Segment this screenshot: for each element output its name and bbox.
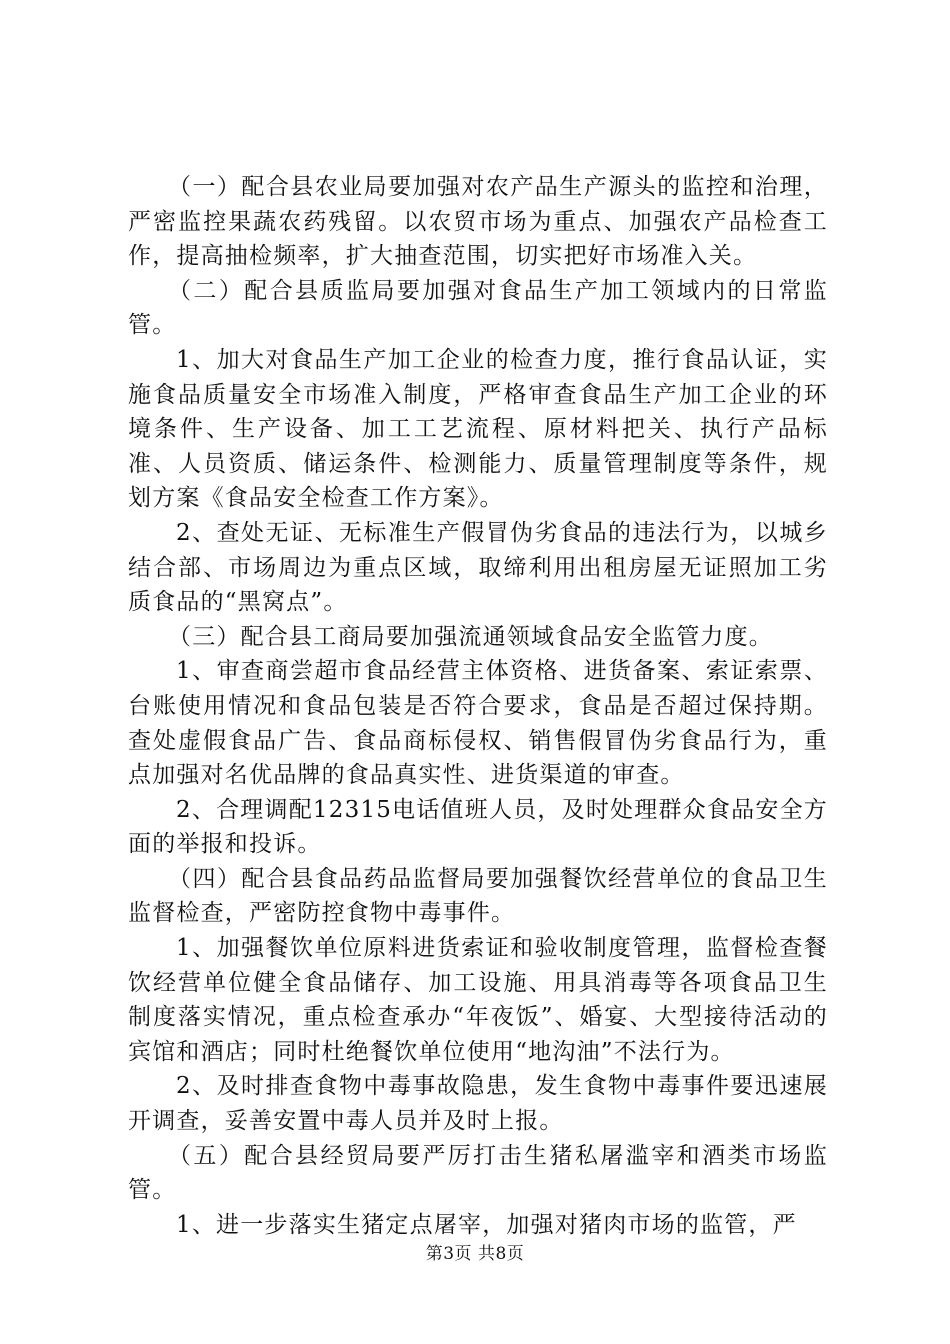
paragraph-section-5: （五）配合县经贸局要严厉打击生猪私屠滥宰和酒类市场监管。 bbox=[128, 1142, 828, 1204]
paragraph-item-4-2: 2、及时排查食物中毒事故隐患，发生食物中毒事件要迅速展开调查，妥善安置中毒人员并及时上报。 bbox=[128, 1073, 828, 1135]
paragraph-section-4: （四）配合县食品药品监督局要加强餐饮经营单位的食品卫生监督检查，严密防控食物中毒事件。 bbox=[128, 865, 828, 927]
page-number-footer: 第3页 共8页 bbox=[425, 1244, 525, 1264]
paragraph-item-2-2: 2、查处无证、无标准生产假冒伪劣食品的违法行为，以城乡结合部、市场周边为重点区域，取缔利用出租房屋无证照加工劣质食品的“黑窝点”。 bbox=[128, 519, 828, 616]
paragraph-item-3-2: 2、合理调配12315电话值班人员，及时处理群众食品安全方面的举报和投诉。 bbox=[128, 796, 828, 858]
paragraph-item-3-1: 1、审查商尝超市食品经营主体资格、进货备案、索证索票、台账使用情况和食品包装是否符合要求，食品是否超过保持期。查处虚假食品广告、食品商标侵权、销售假冒伪劣食品行为，重点加强对名优品牌的食品真实性、进货渠道的审查。 bbox=[128, 658, 828, 789]
paragraph-section-2: （二）配合县质监局要加强对食品生产加工领域内的日常监管。 bbox=[128, 277, 828, 339]
paragraph-item-5-1: 1、进一步落实生猪定点屠宰，加强对猪肉市场的监管，严 bbox=[176, 1211, 797, 1238]
document-body bbox=[128, 170, 828, 1242]
paragraph-item-2-1: 1、加大对食品生产加工企业的检查力度，推行食品认证，实施食品质量安全市场准入制度，严格审查食品生产加工企业的环境条件、生产设备、加工工艺流程、原材料把关、执行产品标准、人员资质、储运条件、检测能力、质量管理制度等条件，规划方案《食品安全检查工作方案》。 bbox=[128, 346, 828, 512]
paragraph-section-3: （三）配合县工商局要加强流通领域食品安全监管力度。 bbox=[168, 623, 773, 650]
paragraph-section-1: （一）配合县农业局要加强对农产品生产源头的监控和治理，严密监控果蔬农药残留。以农贸市场为重点、加强农产品检查工作，提高抽检频率，扩大抽查范围，切实把好市场准入关。 bbox=[128, 174, 828, 270]
paragraph-item-4-1: 1、加强餐饮单位原料进货索证和验收制度管理，监督检查餐饮经营单位健全食品储存、加工设施、用具消毒等各项食品卫生制度落实情况，重点检查承办“年夜饭”、婚宴、大型接待活动的宾馆和酒店；同时杜绝餐饮单位使用“地沟油”不法行为。 bbox=[128, 935, 828, 1065]
